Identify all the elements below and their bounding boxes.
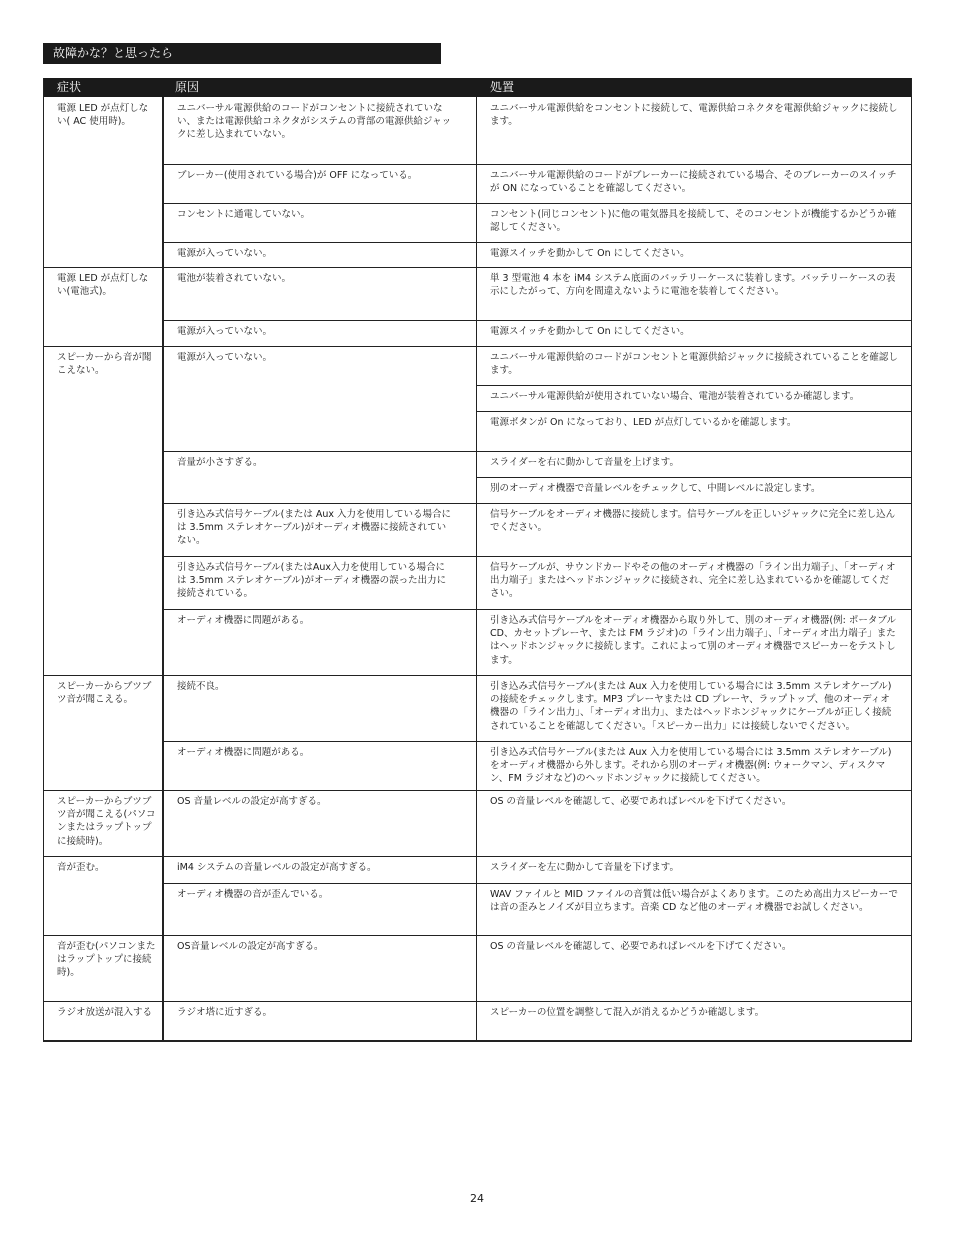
cause-cell: 電源が入っていない。 bbox=[177, 248, 273, 259]
symptom-cell: 電源 LED が点灯しない( AC 使用時)。 bbox=[57, 103, 149, 128]
cause-cell: オーディオ機器に問題がある。 bbox=[177, 747, 310, 758]
cause-cell: ブレーカー(使用されている場合)が OFF になっている。 bbox=[177, 170, 418, 181]
remedy-cell: 引き込み式信号ケーブル(または Aux 入力を使用している場合には 3.5mm ステレオケーブル)の接続をチェックします。MP3 プレーヤまたは CD プレーヤ、ラップトップ、他のオーディオ機器の「ライン出力」、「オーディオ出力」、またはヘッドホンジャックにケーブルが正しく接続されていることを確認してください。「スピーカー出力」には接続しないでください。 bbox=[490, 681, 892, 732]
cause-cell: 電源が入っていない。 bbox=[177, 326, 273, 337]
symptom-cell: スピーカーからブツブツ音が聞こえる(パソコンまたはラップトップに接続時)。 bbox=[57, 796, 156, 847]
cause-cell: 接続不良。 bbox=[177, 681, 225, 692]
cause-cell: OS音量レベルの設定が高すぎる。 bbox=[177, 941, 324, 952]
cause-cell: オーディオ機器の音が歪んでいる。 bbox=[177, 889, 329, 900]
remedy-cell: 電源スイッチを動かして On にしてください。 bbox=[490, 326, 690, 337]
row-divider bbox=[476, 385, 912, 386]
cause-cell: コンセントに通電していない。 bbox=[177, 209, 311, 220]
remedy-cell: 電源スイッチを動かして On にしてください。 bbox=[490, 248, 690, 259]
remedy-cell: 電源ボタンが On になっており、LED が点灯しているかを確認します。 bbox=[490, 417, 797, 428]
cause-cell: 電池が装着されていない。 bbox=[177, 273, 292, 284]
table-border-bottom bbox=[43, 1040, 912, 1042]
cause-cell: iM4 システムの音量レベルの設定が高すぎる。 bbox=[177, 862, 377, 873]
cause-cell: 引き込み式信号ケーブル(またはAux入力を使用している場合には 3.5mm ステレオケーブル)がオーディオ機器の誤った出力に接続されている。 bbox=[177, 562, 447, 600]
section-title: 故障かな？と思ったら bbox=[43, 43, 441, 64]
column-divider bbox=[162, 97, 164, 1041]
remedy-cell: ユニバーサル電源供給が使用されていない場合、電池が装着されているか確認します。 bbox=[490, 391, 860, 402]
remedy-cell: スライダーを左に動かして音量を下げます。 bbox=[490, 862, 679, 873]
cause-cell: ユニバーサル電源供給のコードがコンセントに接続されていない、または電源供給コネクタがシステムの背部の電源供給ジャックに差し込まれていない。 bbox=[177, 103, 452, 141]
remedy-cell: OS の音量レベルを確認して、必要であればレベルを下げてください。 bbox=[490, 941, 792, 952]
symptom-cell: 音が歪む(パソコンまたはラップトップに接続時)。 bbox=[57, 941, 156, 979]
table-border-right bbox=[911, 78, 912, 1041]
remedy-cell: コンセント(同じコンセント)に他の電気器具を接続して、そのコンセントが機能するかどうか確認してください。 bbox=[490, 209, 897, 234]
remedy-cell: ユニバーサル電源供給のコードがブレーカーに接続されている場合、そのブレーカーのスイッチが ON になっていることを確認してください。 bbox=[490, 170, 897, 195]
remedy-cell: スライダーを右に動かして音量を上げます。 bbox=[490, 457, 679, 468]
cause-cell: 電源が入っていない。 bbox=[177, 352, 273, 363]
row-divider bbox=[476, 451, 912, 452]
row-divider bbox=[476, 477, 912, 478]
remedy-cell: ユニバーサル電源供給をコンセントに接続して、電源供給コネクタを電源供給ジャックに接続します。 bbox=[490, 103, 898, 128]
remedy-cell: 単 3 型電池 4 本を iM4 システム底面のバッテリーケースに装着します。バッテリーケースの表示にしたがって、方向を間違えないように電池を装着してください。 bbox=[490, 273, 896, 298]
header-remedy: 処置 bbox=[476, 78, 912, 97]
cause-cell: OS 音量レベルの設定が高すぎる。 bbox=[177, 796, 327, 807]
column-divider bbox=[476, 97, 477, 1041]
header-cause: 原因 bbox=[163, 78, 476, 97]
cause-cell: ラジオ塔に近すぎる。 bbox=[177, 1007, 273, 1018]
row-divider bbox=[476, 411, 912, 412]
remedy-cell: 引き込み式信号ケーブルをオーディオ機器から取り外して、別のオーディオ機器(例: ポータブル CD、カセットプレーヤ、または FM ラジオ)の「ライン出力端子」、「オーディオ出力端子」またはヘッドホンジャックに接続します。これによって別のオーディオ機器でスピーカーをテストします。 bbox=[490, 615, 896, 666]
page-number: 24 bbox=[470, 1192, 484, 1205]
symptom-cell: スピーカーからブツブツ音が聞こえる。 bbox=[57, 681, 152, 706]
remedy-cell: OS の音量レベルを確認して、必要であればレベルを下げてください。 bbox=[490, 796, 792, 807]
table-border-left bbox=[43, 78, 44, 1041]
header-symptom: 症状 bbox=[43, 78, 163, 97]
remedy-cell: スピーカーの位置を調整して混入が消えるかどうか確認します。 bbox=[490, 1007, 765, 1018]
remedy-cell: 引き込み式信号ケーブル(または Aux 入力を使用している場合には 3.5mm ステレオケーブル)をオーディオ機器から外します。それから別のオーディオ機器(例: ウォークマン、ディスクマン、FM ラジオなど)のヘッドホンジャックに接続してください。 bbox=[490, 747, 892, 785]
cause-cell: 音量が小さすぎる。 bbox=[177, 457, 263, 468]
cause-cell: オーディオ機器に問題がある。 bbox=[177, 615, 310, 626]
cause-cell: 引き込み式信号ケーブル(または Aux 入力を使用している場合には 3.5mm ステレオケーブル)がオーディオ機器に接続されていない。 bbox=[177, 509, 452, 547]
symptom-cell: スピーカーから音が聞こえない。 bbox=[57, 352, 152, 377]
remedy-cell: ユニバーサル電源供給のコードがコンセントと電源供給ジャックに接続されていることを確認します。 bbox=[490, 352, 898, 377]
remedy-cell: WAV ファイルと MID ファイルの音質は低い場合がよくあります。このため高出力スピーカーでは音の歪みとノイズが目立ちます。音楽 CD など他のオーディオ機器でお試しください。 bbox=[490, 889, 898, 914]
symptom-cell: 電源 LED が点灯しない(電池式)。 bbox=[57, 273, 149, 298]
remedy-cell: 信号ケーブルをオーディオ機器に接続します。信号ケーブルを正しいジャックに完全に差し込んでください。 bbox=[490, 509, 896, 534]
symptom-cell: 音が歪む。 bbox=[57, 862, 105, 873]
remedy-cell: 信号ケーブルが、サウンドカードやその他のオーディオ機器の「ライン出力端子」、「オーディオ出力端子」またはヘッドホンジャックに接続され、完全に差し込まれているかを確認してください。 bbox=[490, 562, 896, 600]
symptom-cell: ラジオ放送が混入する bbox=[57, 1007, 153, 1018]
remedy-cell: 別のオーディオ機器で音量レベルをチェックして、中間レベルに設定します。 bbox=[490, 483, 821, 494]
